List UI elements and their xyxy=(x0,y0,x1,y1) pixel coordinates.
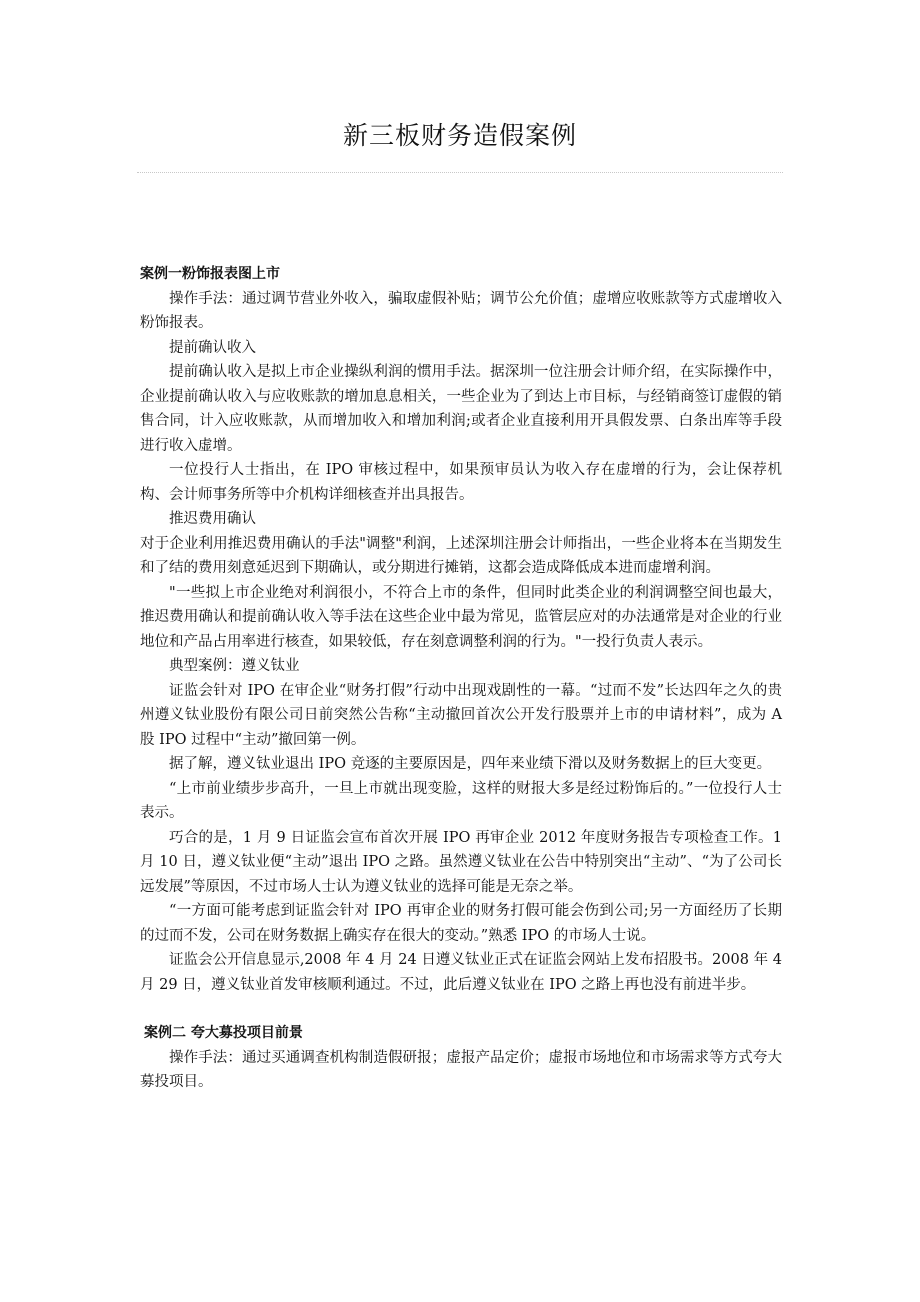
case1-subheading-early-revenue: 提前确认收入 xyxy=(169,339,256,356)
title-divider xyxy=(137,172,783,173)
case1-paragraph: 提前确认收入是拟上市企业操纵利润的惯用手法。据深圳一位注册会计师介绍，在实际操作中，企业提前确认收入与应收账款的增加息息相关，一些企业为了到达上市目标，与经销商签订虚假的销售合同，计入应收账款，从而增加收入和增加利润;或者企业直接利用开具假发票、白条出库等手段进行收入虚增。 xyxy=(140,364,782,454)
case2-method-paragraph: 操作手法：通过买通调查机构制造假研报；虚报产品定价；虚报市场地位和市场需求等方式夸大募投项目。 xyxy=(140,1049,782,1090)
case1-paragraph: 证监会针对 IPO 在审企业“财务打假”行动中出现戏剧性的一幕。“过而不发”长达四年之久的贵州遵义钛业股份有限公司日前突然公告称“主动撤回首次公开发行股票并上市的申请材料”，成为 A 股 IPO 过程中“主动”撤回第一例。 xyxy=(140,682,782,748)
case2-heading: 案例二 夸大募投项目前景 xyxy=(144,1025,303,1041)
case1-subheading-deferred-expense: 推迟费用确认 xyxy=(169,511,256,527)
case1-paragraph: 对于企业利用推迟费用确认的手法"调整"利润，上述深圳注册会计师指出，一些企业将本在当期发生和了结的费用刻意延迟到下期确认，或分期进行摊销，这都会造成降低成本进而虚增利润。 xyxy=(140,535,782,576)
case1-paragraph: 一位投行人士指出，在 IPO 审核过程中，如果预审员认为收入存在虚增的行为，会让保荐机构、会计师事务所等中介机构详细核查并出具报告。 xyxy=(140,462,782,503)
case1-paragraph: 据了解，遵义钛业退出 IPO 竞逐的主要原因是，四年来业绩下滑以及财务数据上的巨大变更。 xyxy=(169,756,772,772)
case1-paragraph: 巧合的是，1 月 9 日证监会宣布首次开展 IPO 再审企业 2012 年度财务报告专项检查工作。1 月 10 日，遵义钛业便“主动”退出 IPO 之路。虽然遵义钛业在公告中特别突出“主动”、“为了公司长远发展”等原因，不过市场人士认为遵义钛业的选择可能是无奈之举。 xyxy=(140,829,782,895)
case1-heading: 案例一粉饰报表图上市 xyxy=(140,266,280,282)
case1-paragraph: “一方面可能考虑到证监会针对 IPO 再审企业的财务打假可能会伤到公司;另一方面经历了长期的过而不发，公司在财务数据上确实存在很大的变动。”熟悉 IPO 的市场人士说。 xyxy=(140,903,782,944)
case1-paragraph: “上市前业绩步步高升，一旦上市就出现变脸，这样的财报大多是经过粉饰后的。”一位投行人士表示。 xyxy=(140,780,782,821)
case1-paragraph: 证监会公开信息显示,2008 年 4 月 24 日遵义钛业正式在证监会网站上发布招股书。2008 年 4 月 29 日，遵义钛业首发审核顺利通过。不过，此后遵义钛业在 IPO 之路上再也没有前进半步。 xyxy=(140,952,782,993)
case1-subheading-typical-case: 典型案例：遵义钛业 xyxy=(169,658,300,674)
document-body xyxy=(140,262,782,1095)
case1-paragraph: "一些拟上市企业绝对利润很小，不符合上市的条件，但同时此类企业的利润调整空间也最大，推迟费用确认和提前确认收入等手法在这些企业中最为常见，监管层应对的办法通常是对企业的行业地位和产品占用率进行核查，如果较低，存在刻意调整利润的行为。"一投行负责人表示。 xyxy=(140,584,782,650)
case1-method-paragraph: 操作手法：通过调节营业外收入，骗取虚假补贴；调节公允价值；虚增应收账款等方式虚增收入粉饰报表。 xyxy=(140,290,782,331)
page-title: 新三板财务造假案例 xyxy=(342,121,577,150)
